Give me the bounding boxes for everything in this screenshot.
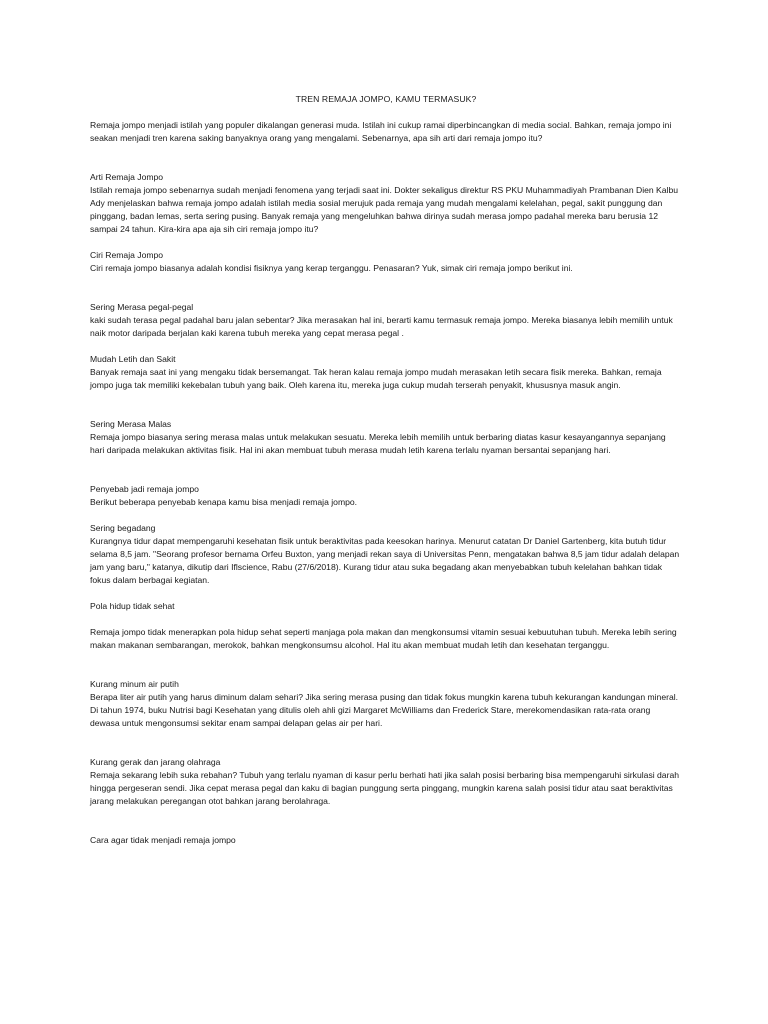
document-title: TREN REMAJA JOMPO, KAMU TERMASUK? bbox=[295, 94, 477, 104]
intro-paragraph: Remaja jompo menjadi istilah yang populer dikalangan generasi muda. Istilah ini cukup ramai diperbincangkan di media social. Bahkan, remaja jompo ini seakan menjadi tren karena saking banyaknya orang yang mengalami. Sebenarnya, apa sih arti dari remaja jompo itu? bbox=[90, 120, 672, 143]
section-heading-penyebab: Penyebab jadi remaja jompo bbox=[90, 484, 199, 494]
section-heading-arti: Arti Remaja Jompo bbox=[90, 172, 164, 182]
section-body-arti: Istilah remaja jompo sebenarnya sudah menjadi fenomena yang terjadi saat ini. Dokter sekaligus direktur RS PKU Muhammadiyah Prambanan Dien Kalbu Ady menjelaskan bahwa remaja jompo adalah istilah media sosial merujuk pada remaja yang mudah mengalami kelelahan, pegal, sakit punggung dan pinggang, badan lemas, serta sering pusing. Banyak remaja yang mengeluhkan bahwa dirinya sudah merasa jompo padahal mereka baru berusia 12 sampai 24 tahun. Kira-kira apa aja sih ciri remaja jompo itu? bbox=[90, 185, 679, 234]
section-heading-ciri: Ciri Remaja Jompo bbox=[90, 250, 164, 260]
section-heading-olahraga: Kurang gerak dan jarang olahraga bbox=[90, 757, 221, 767]
document-content bbox=[90, 93, 682, 847]
section-heading-air-putih: Kurang minum air putih bbox=[90, 679, 179, 689]
section-body-pegal: kaki sudah terasa pegal padahal baru jalan sebentar? Jika merasakan hal ini, berarti kamu termasuk remaja jompo. Mereka biasanya lebih memilih untuk naik motor daripada berjalan kaki karena tubuh mereka yang cepat merasa pegal . bbox=[90, 315, 673, 338]
section-body-air-putih: Berapa liter air putih yang harus diminum dalam sehari? Jika sering merasa pusing dan tidak fokus mungkin karena tubuh kekurangan kandungan mineral. Di tahun 1974, buku Nutrisi bagi Kesehatan yang ditulis oleh ahli gizi Margaret McWilliams dan Frederick Stare, merekomendasikan rata-rata orang dewasa untuk mengonsumsi sekitar enam sampai delapan gelas air per hari. bbox=[90, 692, 679, 728]
section-heading-pegal: Sering Merasa pegal-pegal bbox=[90, 302, 194, 312]
section-body-letih: Banyak remaja saat ini yang mengaku tidak bersemangat. Tak heran kalau remaja jompo mudah merasakan letih secara fisik mereka. Bahkan, remaja jompo juga tak memiliki kekebalan tubuh yang baik. Oleh karena itu, mereka juga cukup mudah terserah penyakit, khususnya masuk angin. bbox=[90, 367, 662, 390]
section-heading-cara: Cara agar tidak menjadi remaja jompo bbox=[90, 835, 236, 845]
section-body-olahraga: Remaja sekarang lebih suka rebahan? Tubuh yang terlalu nyaman di kasur perlu berhati hati jika salah posisi berbaring bisa mempengaruhi sirkulasi darah hingga pergeseran sendi. Jika cepat merasa pegal dan kaku di bagian punggung serta pinggang, mungkin karena salah posisi tidur atau saat beraktivitas jarang melakukan peregangan otot bahkan jarang berolahraga. bbox=[90, 770, 680, 806]
section-heading-pola-hidup: Pola hidup tidak sehat bbox=[90, 601, 175, 611]
section-body-malas: Remaja jompo biasanya sering merasa malas untuk melakukan sesuatu. Mereka lebih memilih untuk berbaring diatas kasur kesayangannya sepanjang hari daripada melakukan aktivitas fisik. Hal ini akan membuat tubuh merasa mudah letih karena terlalu nyaman bersantai sepanjang hari. bbox=[90, 432, 666, 455]
section-heading-letih: Mudah Letih dan Sakit bbox=[90, 354, 176, 364]
section-body-pola-hidup: Remaja jompo tidak menerapkan pola hidup sehat seperti manjaga pola makan dan mengkonsumsi vitamin sesuai kebuutuhan tubuh. Mereka lebih sering makan makanan sembarangan, merokok, bahkan mengkonsumsu alcohol. Hal itu akan membuat mudah letih dan kesehatan terganggu. bbox=[90, 627, 677, 650]
section-body-ciri: Ciri remaja jompo biasanya adalah kondisi fisiknya yang kerap terganggu. Penasaran? Yuk, simak ciri remaja jompo berikut ini. bbox=[90, 263, 573, 273]
section-heading-begadang: Sering begadang bbox=[90, 523, 156, 533]
section-body-begadang: Kurangnya tidur dapat mempengaruhi kesehatan fisik untuk beraktivitas pada keesokan harinya. Menurut catatan Dr Daniel Gartenberg, kita butuh tidur selama 8,5 jam. "Seorang profesor bernama Orfeu Buxton, yang menjadi rekan saya di Universitas Penn, mengatakan bahwa 8,5 jam tidur adalah delapan jam yang baru," katanya, dikutip dari Iflscience, Rabu (27/6/2018). Kurang tidur atau suka begadang akan menyebabkan tubuh kelelahan bahkan tidak fokus dalam berbagai kegiatan. bbox=[90, 536, 680, 585]
section-body-penyebab: Berikut beberapa penyebab kenapa kamu bisa menjadi remaja jompo. bbox=[90, 497, 358, 507]
section-heading-malas: Sering Merasa Malas bbox=[90, 419, 172, 429]
